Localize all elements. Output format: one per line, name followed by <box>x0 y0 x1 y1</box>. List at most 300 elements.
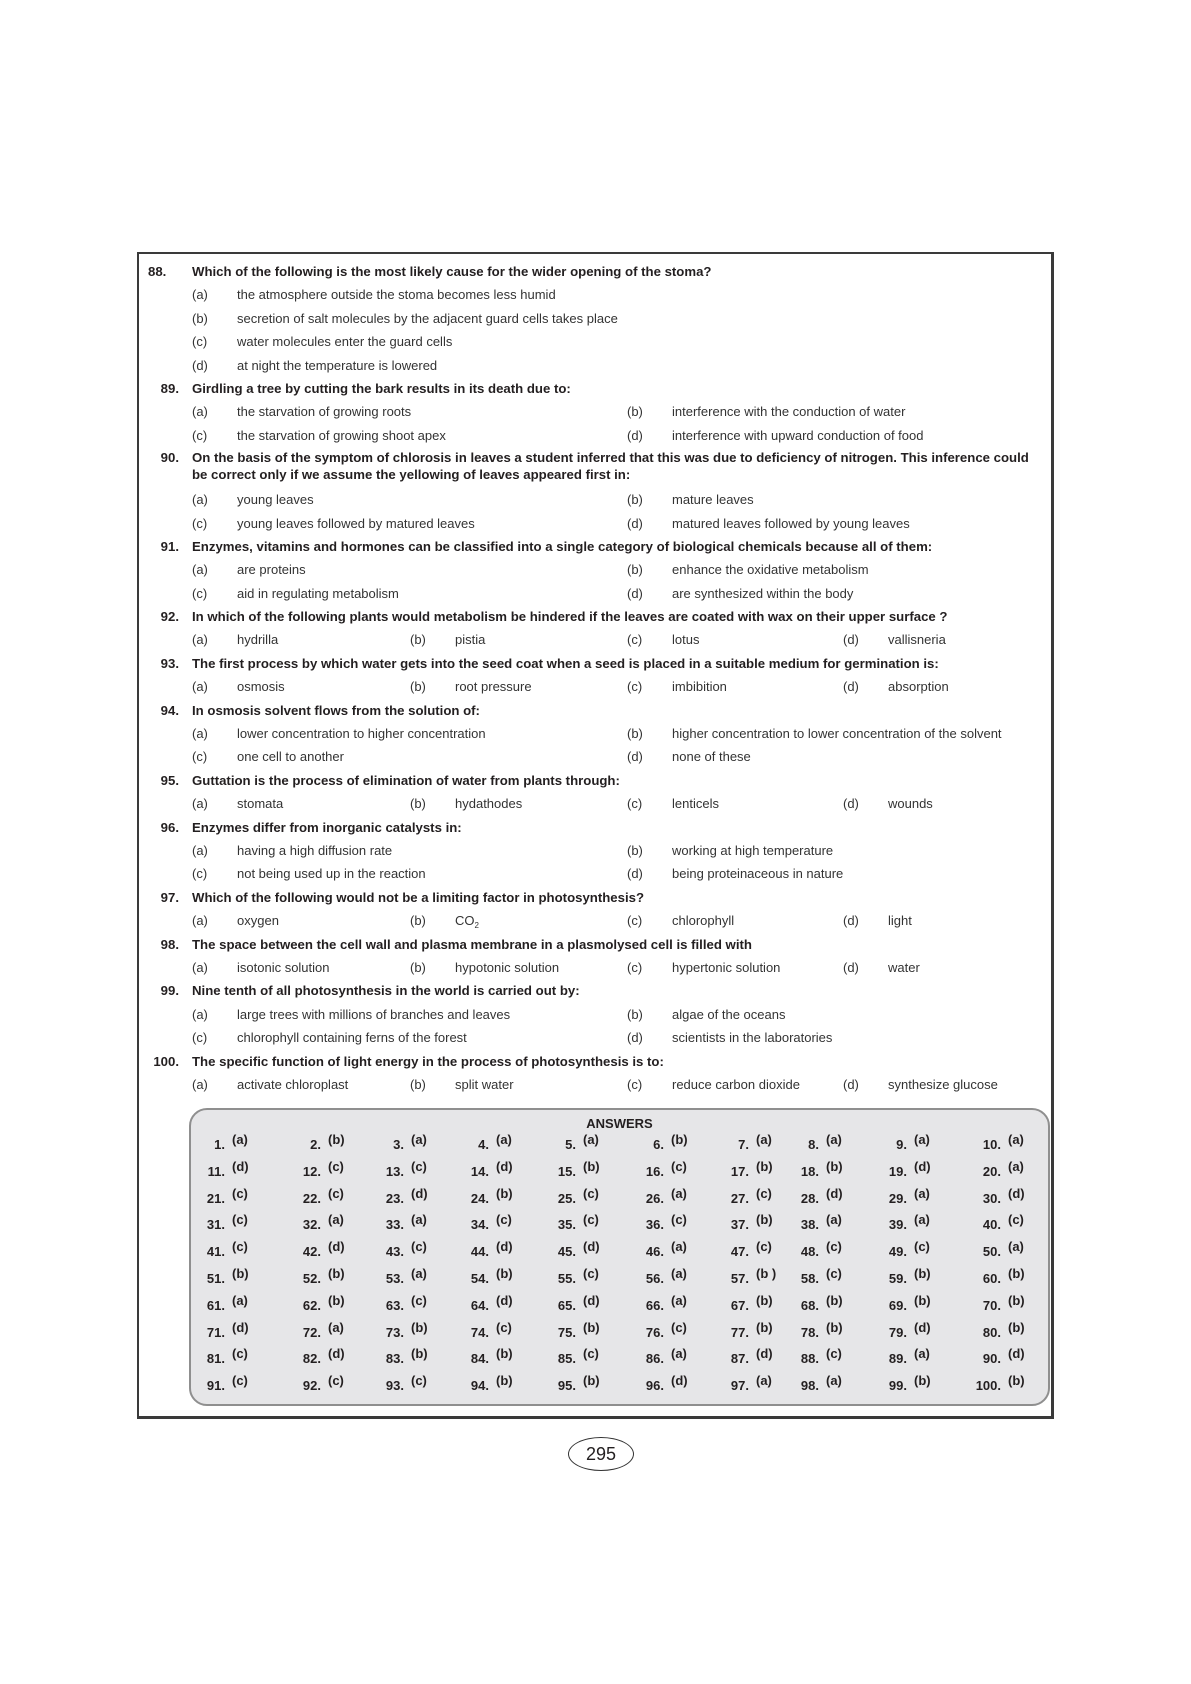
answer-value: (c) <box>328 1158 344 1174</box>
option-label: (a) <box>192 1076 208 1092</box>
option-label: (c) <box>627 1076 643 1092</box>
answer-value: (c) <box>411 1292 427 1308</box>
answer-number: 7. <box>738 1137 749 1152</box>
answer-value: (d) <box>496 1158 513 1174</box>
option-label: (b) <box>410 913 426 929</box>
answer-value: (b) <box>411 1319 428 1335</box>
answer-value: (d) <box>232 1158 249 1174</box>
option-row <box>139 488 1051 511</box>
answer-number: 29. <box>888 1190 907 1206</box>
answer-number: 78. <box>800 1324 819 1340</box>
option-label: (c) <box>192 334 208 350</box>
option-label: (b) <box>627 562 643 578</box>
option-label: (a) <box>192 959 208 975</box>
question-stem <box>139 260 1051 283</box>
answer-number: 27. <box>730 1190 749 1206</box>
option-label: (d) <box>627 866 643 882</box>
answer-number: 5. <box>565 1137 576 1152</box>
option-text <box>672 400 905 423</box>
option-text-main: interference with upward conduction of food <box>672 427 924 443</box>
answer-value: (a) <box>671 1266 687 1281</box>
answer-value: (a) <box>756 1132 772 1147</box>
option-text-main: root pressure <box>455 679 532 695</box>
option-text <box>672 512 910 535</box>
answer-number: 66. <box>645 1297 664 1313</box>
question-stem <box>139 699 1051 722</box>
option-text <box>237 330 452 353</box>
option-label: (b) <box>410 679 426 695</box>
answer-number: 89. <box>888 1351 907 1367</box>
answer-value: (a) <box>671 1346 687 1362</box>
option-text-main: interference with the conduction of water <box>672 404 906 420</box>
question-stem <box>139 979 1051 1002</box>
question-99 <box>139 979 1051 1049</box>
option-text <box>237 307 618 330</box>
option-text-main: working at high temperature <box>672 842 834 858</box>
answer-value: (d) <box>1008 1346 1025 1362</box>
option-label: (b) <box>192 310 208 326</box>
question-number: 91. <box>160 538 179 554</box>
option-row <box>139 675 1051 698</box>
option-text-main: isotonic solution <box>237 959 330 975</box>
question-text: Girdling a tree by cutting the bark results in its death due to: <box>192 380 571 396</box>
answer-number: 96. <box>645 1378 664 1394</box>
option-text-main: activate chloroplast <box>237 1076 349 1092</box>
answer-number: 95. <box>557 1378 576 1394</box>
answer-number: 11. <box>207 1163 225 1179</box>
answer-value: (b) <box>583 1373 600 1389</box>
answer-value: (c) <box>826 1239 842 1255</box>
option-text-main: algae of the oceans <box>672 1006 786 1022</box>
question-number: 96. <box>160 819 179 835</box>
option-text <box>237 1073 348 1096</box>
answer-number: 62. <box>302 1297 321 1313</box>
answer-value: (b) <box>826 1292 843 1308</box>
option-text-main: aid in regulating metabolism <box>237 585 399 601</box>
question-stem <box>139 816 1051 839</box>
answer-number: 12. <box>302 1163 321 1179</box>
question-95 <box>139 769 1051 816</box>
option-text-main: CO <box>455 913 475 929</box>
answer-value: (b) <box>328 1132 345 1147</box>
answer-value: (d) <box>914 1158 931 1174</box>
answer-number: 59. <box>888 1271 907 1286</box>
answer-value: (c) <box>583 1185 599 1201</box>
answer-value: (b) <box>583 1158 600 1174</box>
question-number: 99. <box>160 983 179 999</box>
question-number: 94. <box>160 702 179 718</box>
answer-value: (a) <box>1008 1239 1024 1255</box>
option-text-main: lenticels <box>672 796 719 812</box>
option-label: (a) <box>192 632 208 648</box>
option-label: (a) <box>192 562 208 578</box>
option-text <box>672 628 699 651</box>
answer-value: (c) <box>232 1239 248 1255</box>
question-text: The first process by which water gets into the seed coat when a seed is placed in a suitable medium for germination is: <box>192 655 939 671</box>
option-label: (d) <box>843 679 859 695</box>
option-label: (c) <box>192 515 208 531</box>
question-text: The space between the cell wall and plasma membrane in a plasmolysed cell is filled with <box>192 936 752 952</box>
answer-number: 4. <box>478 1137 489 1152</box>
option-text-main: not being used up in the reaction <box>237 866 426 882</box>
question-94 <box>139 699 1051 769</box>
answer-number: 35. <box>557 1217 576 1233</box>
answer-number: 40. <box>982 1217 1001 1233</box>
option-text <box>455 1073 514 1096</box>
option-label: (a) <box>192 1006 208 1022</box>
option-text-main: synthesize glucose <box>888 1076 998 1092</box>
option-row <box>139 354 1051 377</box>
option-text <box>672 675 727 698</box>
answer-value: (b) <box>756 1158 773 1174</box>
answer-number: 22. <box>302 1190 321 1206</box>
answer-value: (b) <box>914 1373 931 1389</box>
option-text-main: chlorophyll <box>672 913 735 929</box>
option-text <box>455 675 532 698</box>
answer-value: (a) <box>914 1212 930 1228</box>
option-text <box>237 400 411 423</box>
question-88 <box>139 260 1051 377</box>
option-label: (c) <box>627 959 643 975</box>
option-label: (a) <box>192 842 208 858</box>
answer-value: (a) <box>826 1373 842 1389</box>
answer-value: (b) <box>496 1185 513 1201</box>
answer-number: 30. <box>982 1190 1001 1206</box>
answer-number: 6. <box>653 1137 664 1152</box>
option-text <box>237 488 314 511</box>
answer-value: (a) <box>232 1292 248 1308</box>
option-text <box>888 675 949 698</box>
answer-value: (b ) <box>756 1266 777 1281</box>
option-text <box>672 424 924 447</box>
answer-value: (c) <box>1008 1212 1024 1228</box>
answers-row <box>191 1132 1048 1159</box>
answer-value: (a) <box>411 1266 427 1281</box>
question-93 <box>139 652 1051 699</box>
option-text-main: absorption <box>888 679 949 695</box>
answers-row <box>191 1159 1048 1186</box>
question-number: 92. <box>160 609 179 625</box>
answer-number: 70. <box>982 1297 1001 1313</box>
answer-number: 1. <box>214 1137 225 1152</box>
answer-value: (c) <box>826 1346 842 1362</box>
question-stem <box>139 377 1051 400</box>
option-text-main: one cell to another <box>237 749 344 765</box>
answer-number: 19. <box>888 1163 907 1179</box>
answer-value: (c) <box>411 1239 427 1255</box>
question-90 <box>139 447 1051 535</box>
option-label: (b) <box>410 632 426 648</box>
option-label: (c) <box>192 585 208 601</box>
question-stem <box>139 933 1051 956</box>
answer-number: 72. <box>302 1324 321 1340</box>
option-text-main: imbibition <box>672 679 727 695</box>
question-text: The specific function of light energy in the process of photosynthesis is to: <box>192 1053 664 1069</box>
option-label: (b) <box>627 492 643 508</box>
option-text <box>237 512 475 535</box>
option-label: (b) <box>627 726 643 742</box>
option-text <box>237 628 278 651</box>
answer-value: (c) <box>496 1212 512 1228</box>
answer-value: (a) <box>328 1319 344 1335</box>
question-number: 95. <box>160 772 179 788</box>
answer-number: 2. <box>310 1137 321 1152</box>
option-label: (a) <box>192 404 208 420</box>
option-text-main: vallisneria <box>888 632 946 648</box>
answer-value: (d) <box>496 1239 513 1255</box>
option-text <box>672 722 1002 745</box>
answer-value: (b) <box>756 1292 773 1308</box>
answer-value: (c) <box>496 1319 512 1335</box>
answer-value: (c) <box>232 1185 248 1201</box>
answer-number: 75. <box>557 1324 576 1340</box>
answer-number: 8. <box>808 1137 819 1152</box>
answer-number: 73. <box>385 1324 404 1340</box>
option-text <box>237 909 279 932</box>
question-text: On the basis of the symptom of chlorosis in leaves a student inferred that this was due to deficiency of nitrogen. This inference could be correct only if we assume the yellowing of leaves appeared first in: <box>192 450 1029 482</box>
answer-value: (b) <box>496 1346 513 1362</box>
option-label: (d) <box>843 913 859 929</box>
question-text: Nine tenth of all photosynthesis in the world is carried out by: <box>192 983 580 999</box>
answer-value: (a) <box>411 1132 427 1147</box>
option-text <box>237 354 437 377</box>
option-text-main: hydrilla <box>237 632 279 648</box>
option-label: (d) <box>192 357 208 373</box>
option-text <box>237 839 392 862</box>
option-label: (c) <box>627 679 643 695</box>
answer-value: (d) <box>671 1373 688 1389</box>
option-text-main: water <box>888 959 920 975</box>
option-label: (d) <box>627 427 643 443</box>
answer-number: 56. <box>645 1271 664 1286</box>
option-text <box>672 558 869 581</box>
answer-number: 50. <box>982 1244 1001 1260</box>
answer-number: 60. <box>982 1271 1001 1286</box>
option-text <box>237 792 283 815</box>
answer-value: (d) <box>1008 1185 1025 1201</box>
answer-value: (c) <box>583 1266 599 1281</box>
option-text <box>455 628 485 651</box>
option-text-main: split water <box>455 1076 514 1092</box>
option-label: (c) <box>627 796 643 812</box>
option-text-main: stomata <box>237 796 284 812</box>
answers-row <box>191 1373 1048 1400</box>
option-text <box>672 956 780 979</box>
option-text-main: the starvation of growing roots <box>237 404 412 420</box>
option-text <box>455 956 559 979</box>
answer-value: (b) <box>671 1132 688 1147</box>
option-text <box>672 1003 785 1026</box>
question-98 <box>139 933 1051 980</box>
option-row <box>139 558 1051 581</box>
answer-value: (d) <box>328 1239 345 1255</box>
answer-value: (a) <box>1008 1158 1024 1174</box>
answer-number: 16. <box>645 1163 664 1179</box>
answer-number: 71. <box>206 1324 225 1340</box>
option-text <box>237 722 486 745</box>
option-text-main: the atmosphere outside the stoma becomes less humid <box>237 287 556 303</box>
option-text <box>455 792 522 815</box>
answer-number: 49. <box>888 1244 907 1260</box>
answer-value: (c) <box>583 1212 599 1228</box>
answer-number: 58. <box>800 1271 819 1286</box>
option-label: (a) <box>192 679 208 695</box>
option-label: (d) <box>627 515 643 531</box>
answers-row <box>191 1212 1048 1239</box>
question-stem <box>139 605 1051 628</box>
option-row <box>139 839 1051 862</box>
answer-number: 3. <box>393 1137 404 1152</box>
question-stem <box>139 886 1051 909</box>
answer-number: 97. <box>730 1378 749 1394</box>
answer-number: 39. <box>888 1217 907 1233</box>
option-text <box>672 488 754 511</box>
answer-number: 33. <box>385 1217 404 1233</box>
option-label: (a) <box>192 796 208 812</box>
option-text-main: hypertonic solution <box>672 959 781 975</box>
answer-number: 88. <box>800 1351 819 1367</box>
option-label: (b) <box>410 959 426 975</box>
answer-number: 25. <box>557 1190 576 1206</box>
option-text-main: the starvation of growing shoot apex <box>237 427 446 443</box>
option-text <box>888 909 912 932</box>
option-text-main: chlorophyll containing ferns of the forest <box>237 1030 467 1046</box>
option-text <box>672 745 751 768</box>
answer-value: (d) <box>496 1292 513 1308</box>
answer-number: 24. <box>470 1190 489 1206</box>
answer-value: (c) <box>583 1346 599 1362</box>
option-text <box>237 1026 467 1049</box>
answers-row <box>191 1320 1048 1347</box>
option-label: (d) <box>843 796 859 812</box>
answer-value: (b) <box>1008 1266 1025 1281</box>
answer-value: (b) <box>1008 1373 1025 1389</box>
question-list <box>139 260 1051 1096</box>
answer-value: (d) <box>328 1346 345 1362</box>
answer-value: (c) <box>756 1185 772 1201</box>
answer-number: 98. <box>800 1378 819 1394</box>
answer-value: (c) <box>328 1185 344 1201</box>
answers-row <box>191 1346 1048 1373</box>
answer-number: 82. <box>302 1351 321 1367</box>
answer-value: (d) <box>411 1185 428 1201</box>
option-text <box>888 956 920 979</box>
question-100 <box>139 1050 1051 1097</box>
answer-number: 84. <box>470 1351 489 1367</box>
answer-number: 74. <box>470 1324 489 1340</box>
answer-number: 41. <box>206 1244 225 1260</box>
option-row <box>139 792 1051 815</box>
answer-value: (c) <box>756 1239 772 1255</box>
answer-number: 36. <box>645 1217 664 1233</box>
subscript: 2 <box>474 921 479 931</box>
answer-value: (d) <box>232 1319 249 1335</box>
option-row <box>139 582 1051 605</box>
answer-value: (d) <box>914 1319 931 1335</box>
option-label: (c) <box>627 913 643 929</box>
answer-value: (c) <box>232 1346 248 1362</box>
option-label: (b) <box>627 1006 643 1022</box>
answer-value: (a) <box>826 1132 842 1147</box>
answer-number: 20. <box>982 1163 1001 1179</box>
option-text-main: none of these <box>672 749 751 765</box>
answer-number: 91. <box>206 1378 225 1394</box>
question-stem <box>139 1050 1051 1073</box>
option-text-main: osmosis <box>237 679 285 695</box>
question-number: 98. <box>160 936 179 952</box>
answer-value: (c) <box>671 1158 687 1174</box>
option-text <box>672 792 719 815</box>
answer-value: (b) <box>914 1266 931 1281</box>
answer-number: 23. <box>385 1190 404 1206</box>
option-row <box>139 307 1051 330</box>
question-text: Enzymes, vitamins and hormones can be classified into a single category of biological chemicals because all of them: <box>192 538 933 554</box>
question-96 <box>139 816 1051 886</box>
answer-value: (b) <box>1008 1319 1025 1335</box>
option-text-main: matured leaves followed by young leaves <box>672 515 910 531</box>
answer-number: 92. <box>302 1378 321 1394</box>
option-text-main: being proteinaceous in nature <box>672 866 844 882</box>
question-number: 88. <box>148 264 167 279</box>
answer-value: (c) <box>232 1373 248 1389</box>
option-label: (a) <box>192 287 208 303</box>
question-text: In osmosis solvent flows from the solution of: <box>192 702 480 718</box>
answer-number: 21. <box>206 1190 225 1206</box>
answer-value: (a) <box>671 1292 687 1308</box>
option-label: (c) <box>192 866 208 882</box>
answer-number: 26. <box>645 1190 664 1206</box>
option-label: (d) <box>843 632 859 648</box>
answer-number: 17. <box>730 1163 749 1179</box>
answer-number: 52. <box>302 1271 321 1286</box>
answer-value: (b) <box>583 1319 600 1335</box>
answer-number: 28. <box>800 1190 819 1206</box>
answer-number: 10. <box>982 1137 1001 1152</box>
option-text-main: having a high diffusion rate <box>237 842 393 858</box>
option-text <box>237 675 285 698</box>
answers-row <box>191 1293 1048 1320</box>
answer-value: (b) <box>826 1319 843 1335</box>
answer-value: (a) <box>411 1212 427 1228</box>
answer-value: (a) <box>756 1373 772 1389</box>
option-text-main: water molecules enter the guard cells <box>237 334 453 350</box>
answer-value: (c) <box>411 1373 427 1389</box>
option-text-main: young leaves <box>237 492 314 508</box>
answer-value: (a) <box>583 1132 599 1147</box>
answer-value: (a) <box>328 1212 344 1228</box>
answers-row <box>191 1239 1048 1266</box>
answer-number: 77. <box>730 1324 749 1340</box>
answer-number: 47. <box>730 1244 749 1260</box>
option-text-main: scientists in the laboratories <box>672 1030 833 1046</box>
option-row <box>139 330 1051 353</box>
option-text-main: lower concentration to higher concentration <box>237 726 486 742</box>
question-number: 93. <box>160 655 179 671</box>
answer-value: (a) <box>671 1185 687 1201</box>
option-text-main: at night the temperature is lowered <box>237 357 438 373</box>
answer-number: 44. <box>470 1244 489 1260</box>
option-row <box>139 745 1051 768</box>
question-stem <box>139 447 1051 488</box>
question-text: Guttation is the process of elimination of water from plants through: <box>192 772 620 788</box>
question-number: 100. <box>153 1053 179 1069</box>
option-text <box>237 956 330 979</box>
option-text <box>672 1026 832 1049</box>
option-label: (a) <box>192 913 208 929</box>
answer-number: 57. <box>730 1271 749 1286</box>
question-92 <box>139 605 1051 652</box>
answer-number: 48. <box>800 1244 819 1260</box>
